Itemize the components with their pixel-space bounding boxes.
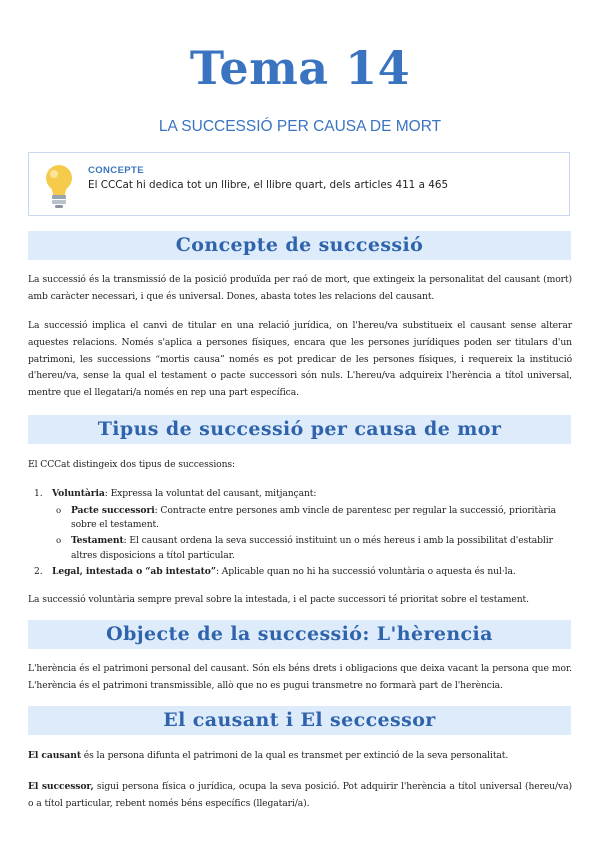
concept-text: El CCCat hi dedica tot un llibre, el llibre quart, dels articles 411 a 465 bbox=[88, 179, 449, 191]
paragraph: El successor, sigui persona física o jurídica, ocupa la seva posició. Pot adquirir l'herència a títol universal (hereu/va) o a títol particular, rebent només béns específics (llegatari/a). bbox=[28, 781, 572, 809]
paragraph: La successió voluntària sempre preval sobre la intestada, i el pacte successori té prioritat sobre el testament. bbox=[28, 594, 529, 605]
paragraph: L'herència és el patrimoni personal del causant. Són els béns drets i obligacions que deixa vacant la persona que mor. L'herència és el patrimoni transmissible, allò que no es pugui transmetre no formarà part de l'herència. bbox=[28, 663, 572, 691]
section-heading-tipus: Tipus de successió per causa de mor bbox=[28, 415, 571, 444]
paragraph: El causant és la persona difunta el patrimoni de la qual es transmet per extinció de la seva personalitat. bbox=[28, 750, 509, 761]
section-heading-concepte: Concepte de successió bbox=[28, 231, 571, 260]
list-subitem: o Pacte successori: Contracte entre persones amb vincle de parentesc per regular la successió, prioritària sobre el testament. bbox=[56, 504, 556, 531]
section-heading-causant: El causant i El seccessor bbox=[28, 706, 571, 735]
concept-label: CONCEPTE bbox=[88, 165, 144, 176]
page-title: Tema 14 bbox=[189, 41, 411, 95]
succession-types-list bbox=[28, 486, 572, 580]
paragraph: La successió és la transmissió de la posició produïda per raó de mort, que extingeix la personalitat del causant (mort) amb caràcter necessari, i que és universal. Dones, abasta totes les relacions del causant. bbox=[28, 274, 572, 302]
paragraph: La successió implica el canvi de titular en una relació jurídica, on l'hereu/va substitueix el causant sense alterar aquestes relacions. Només s'aplica a persones físiques, encara que les persones jurídiques poden ser titulars d'un patrimoni, les successions “mortis causa” només es pot predicar de les persones físiques, i requereix la institució d'hereu/va, sense la qual el testament o pacte successori són nuls. L'hereu/va adquireix l'herència a títol universal, mentre que el llegatari/a només en rep una part específica. bbox=[28, 320, 572, 399]
section-heading-objecte: Objecte de la successió: L'hèrencia bbox=[28, 620, 571, 649]
list-subitem: o Testament: El causant ordena la seva successió instituint un o més hereus i amb la possibilitat d'establir altres disposicions a títol particular. bbox=[56, 535, 553, 561]
paragraph: El CCCat distingeix dos tipus de successions: bbox=[28, 459, 236, 470]
list-item: 2. Legal, intestada o “ab intestato”: Aplicable quan no hi ha successió voluntària o aquesta és nul·la. bbox=[34, 565, 516, 577]
concept-callout bbox=[28, 152, 570, 216]
lightbulb-icon bbox=[37, 159, 81, 211]
list-item: 1. Voluntària: Expressa la voluntat del causant, mitjançant: bbox=[34, 488, 317, 499]
page-subtitle: LA SUCCESSIÓ PER CAUSA DE MORT bbox=[158, 118, 442, 135]
